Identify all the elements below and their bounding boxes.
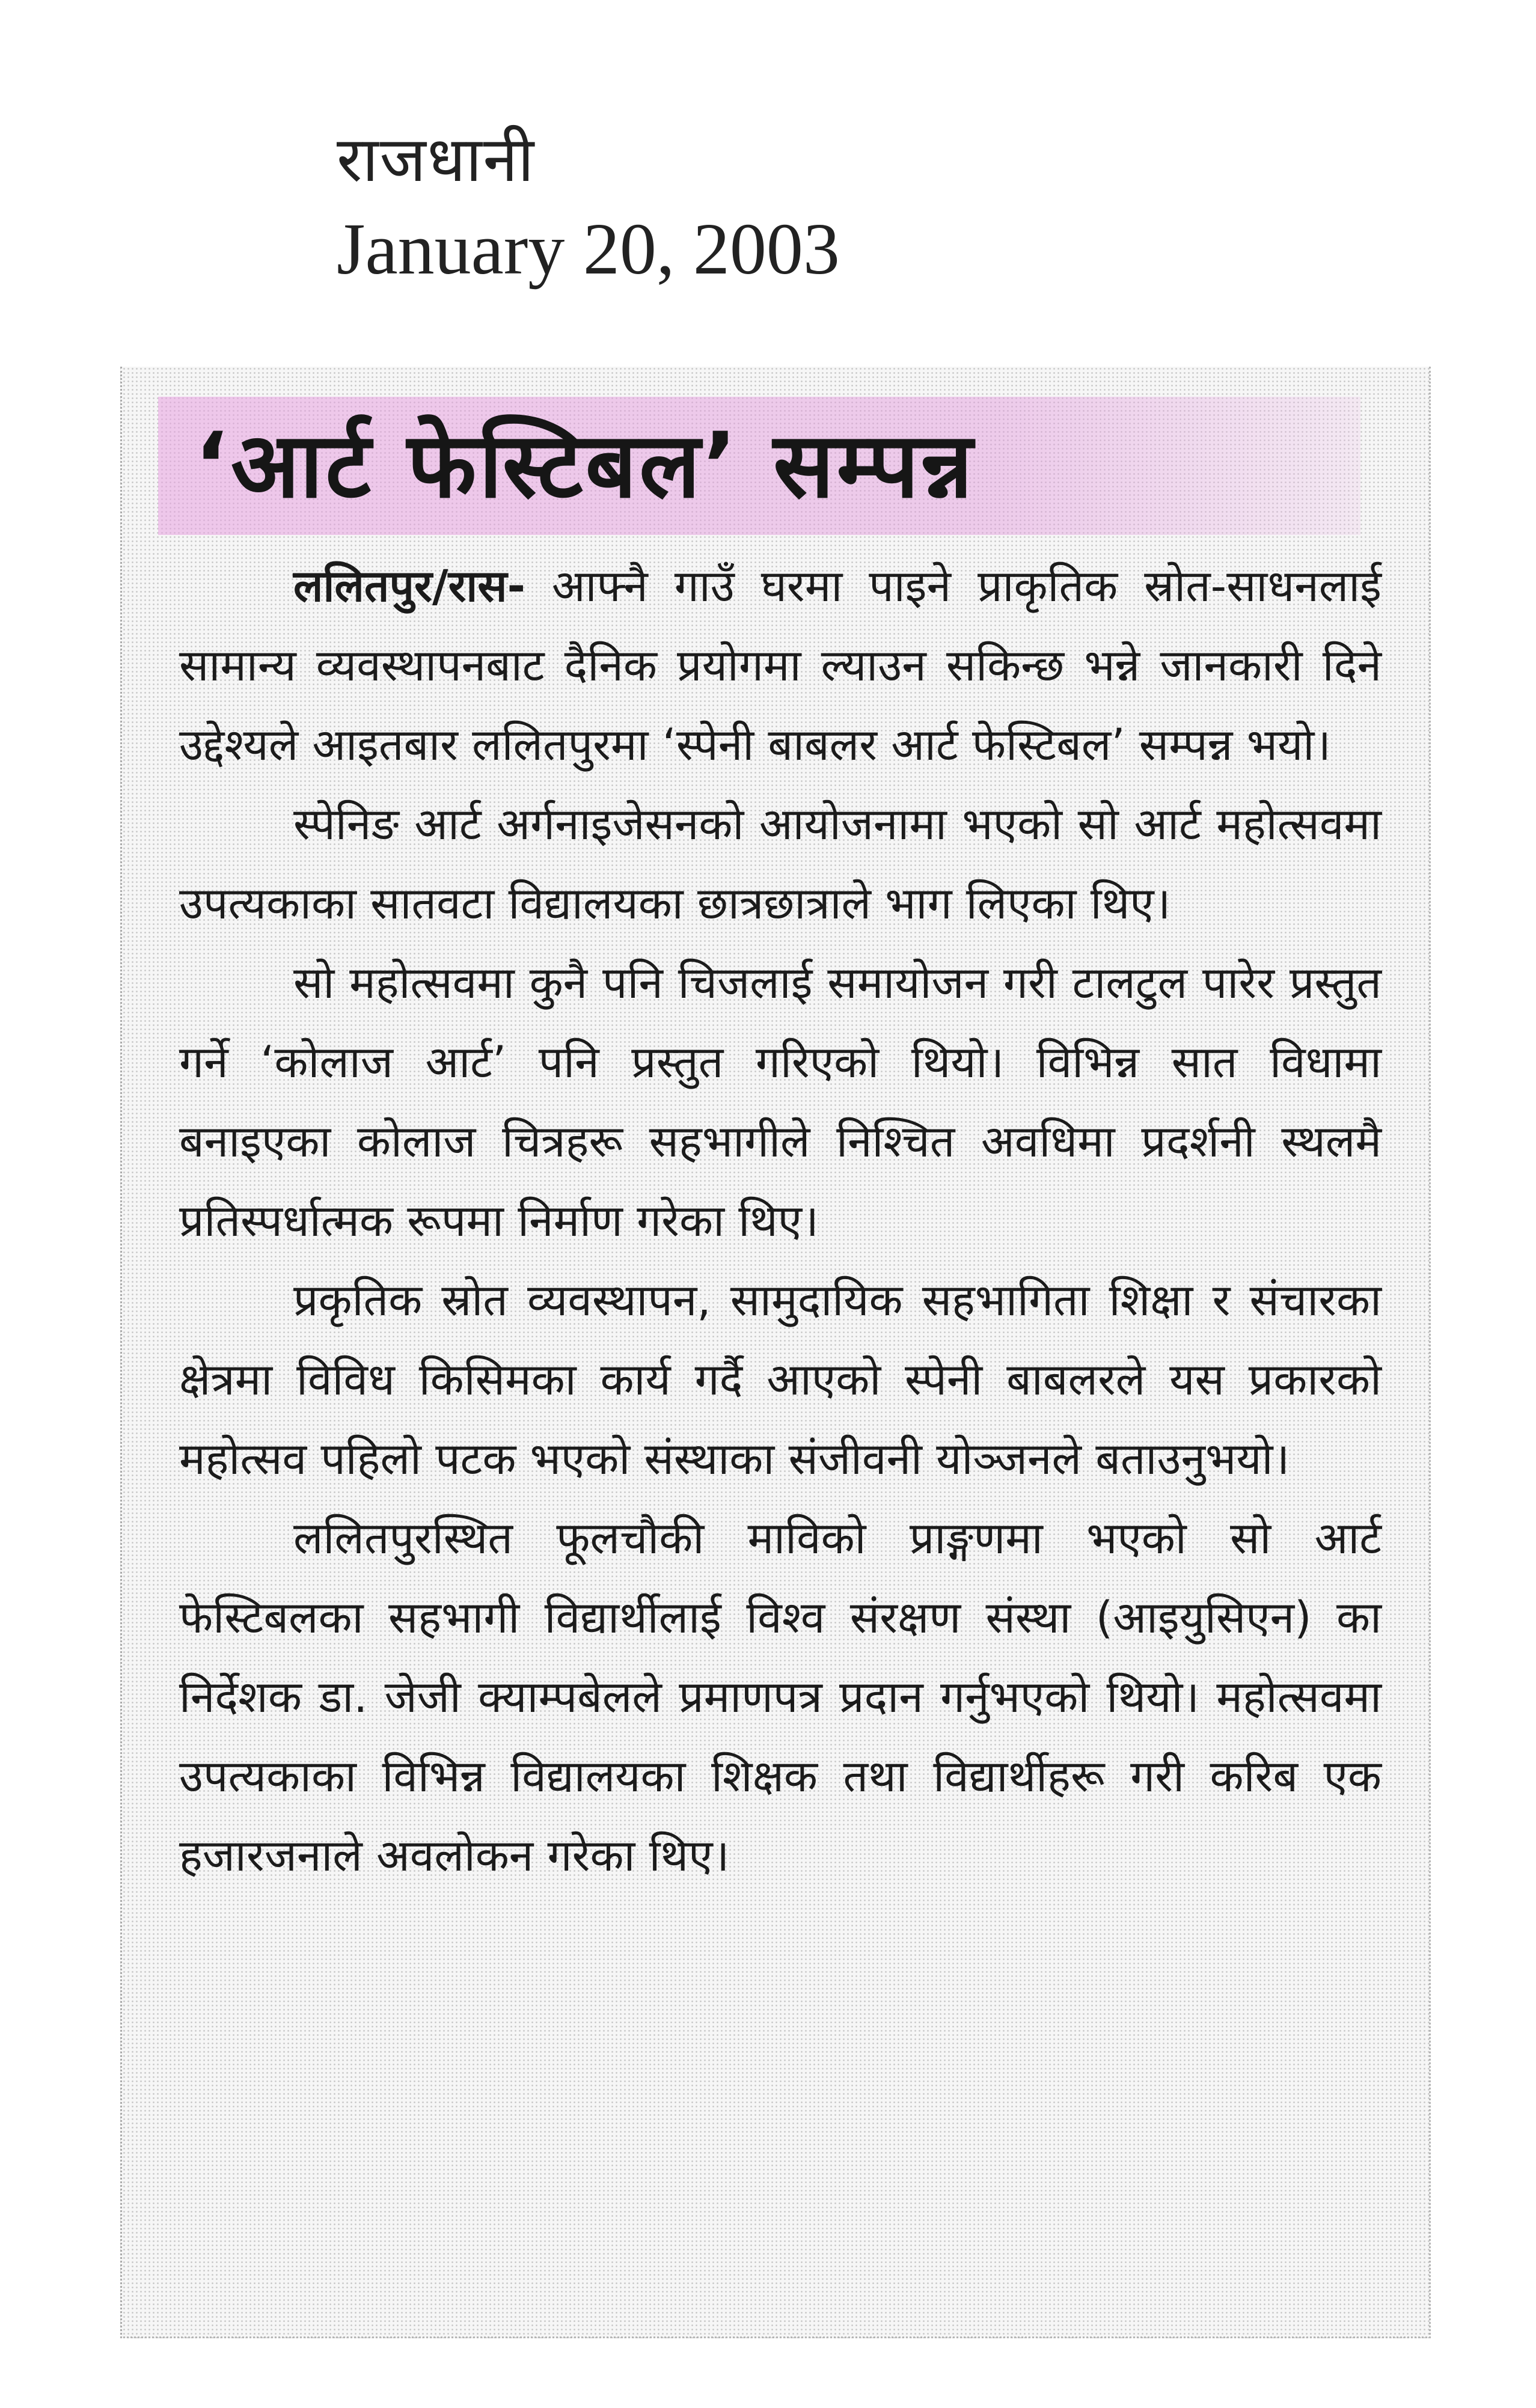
newspaper-name: राजधानी — [337, 123, 536, 196]
article-paragraph-5: ललितपुरस्थित फूलचौकी माविको प्राङ्गणमा भएको सो आर्ट फेस्टिबलका सहभागी विद्यार्थीलाई विश्व संरक्षण संस्था (आइयुसिएन) का निर्देशक डा. जेजी क्याम्पबेलले प्रमाणपत्र प्रदान गर्नुभएको थियो। महोत्सवमा उपत्यकाका विभिन्न विद्यालयका शिक्षक तथा विद्यार्थीहरू गरी करिब एक हजारजनाले अवलोकन गरेका थिए। — [179, 1513, 1381, 1881]
masthead — [337, 120, 840, 295]
article-paragraph-2: स्पेनिङ आर्ट अर्गनाइजेसनको आयोजनामा भएको सो आर्ट महोत्सवमा उपत्यकाका सातवटा विद्यालयका छात्रछात्राले भाग लिएका थिए। — [179, 799, 1381, 929]
article-body — [179, 547, 1381, 1896]
article-headline: ‘आर्ट फेस्टिबल’ सम्पन्न — [158, 397, 1360, 535]
article-paragraph-1-text: आफ्नै गाउँ घरमा पाइने प्राकृतिक स्रोत-साधनलाई सामान्य व्यवस्थापनबाट दैनिक प्रयोगमा ल्याउन सकिन्छ भन्ने जानकारी दिने उद्देश्यले आइतबार ललितपुरमा ‘स्पेनी बाबलर आर्ट फेस्टिबल’ सम्पन्न भयो। — [179, 561, 1381, 771]
newspaper-clipping — [120, 367, 1431, 2338]
article-dateline: ललितपुर/रास- — [293, 561, 525, 612]
article-paragraph-1 — [179, 547, 1381, 785]
publication-date: January 20, 2003 — [337, 209, 840, 290]
article-paragraph-3: सो महोत्सवमा कुनै पनि चिजलाई समायोजन गरी टालटुल पारेर प्रस्तुत गर्ने ‘कोलाज आर्ट’ पनि प्रस्तुत गरिएको थियो। विभिन्न सात विधामा बनाइएका कोलाज चित्रहरू सहभागीले निश्चित अवधिमा प्रदर्शनी स्थलमै प्रतिस्पर्धात्मक रूपमा निर्माण गरेका थिए। — [179, 958, 1381, 1247]
article-paragraph-4: प्रकृतिक स्रोत व्यवस्थापन, सामुदायिक सहभागिता शिक्षा र संचारका क्षेत्रमा विविध किसिमका कार्य गर्दै आएको स्पेनी बाबलरले यस प्रकारको महोत्सव पहिलो पटक भएको संस्थाका संजीवनी योञ्जनले बताउनुभयो। — [179, 1275, 1381, 1485]
